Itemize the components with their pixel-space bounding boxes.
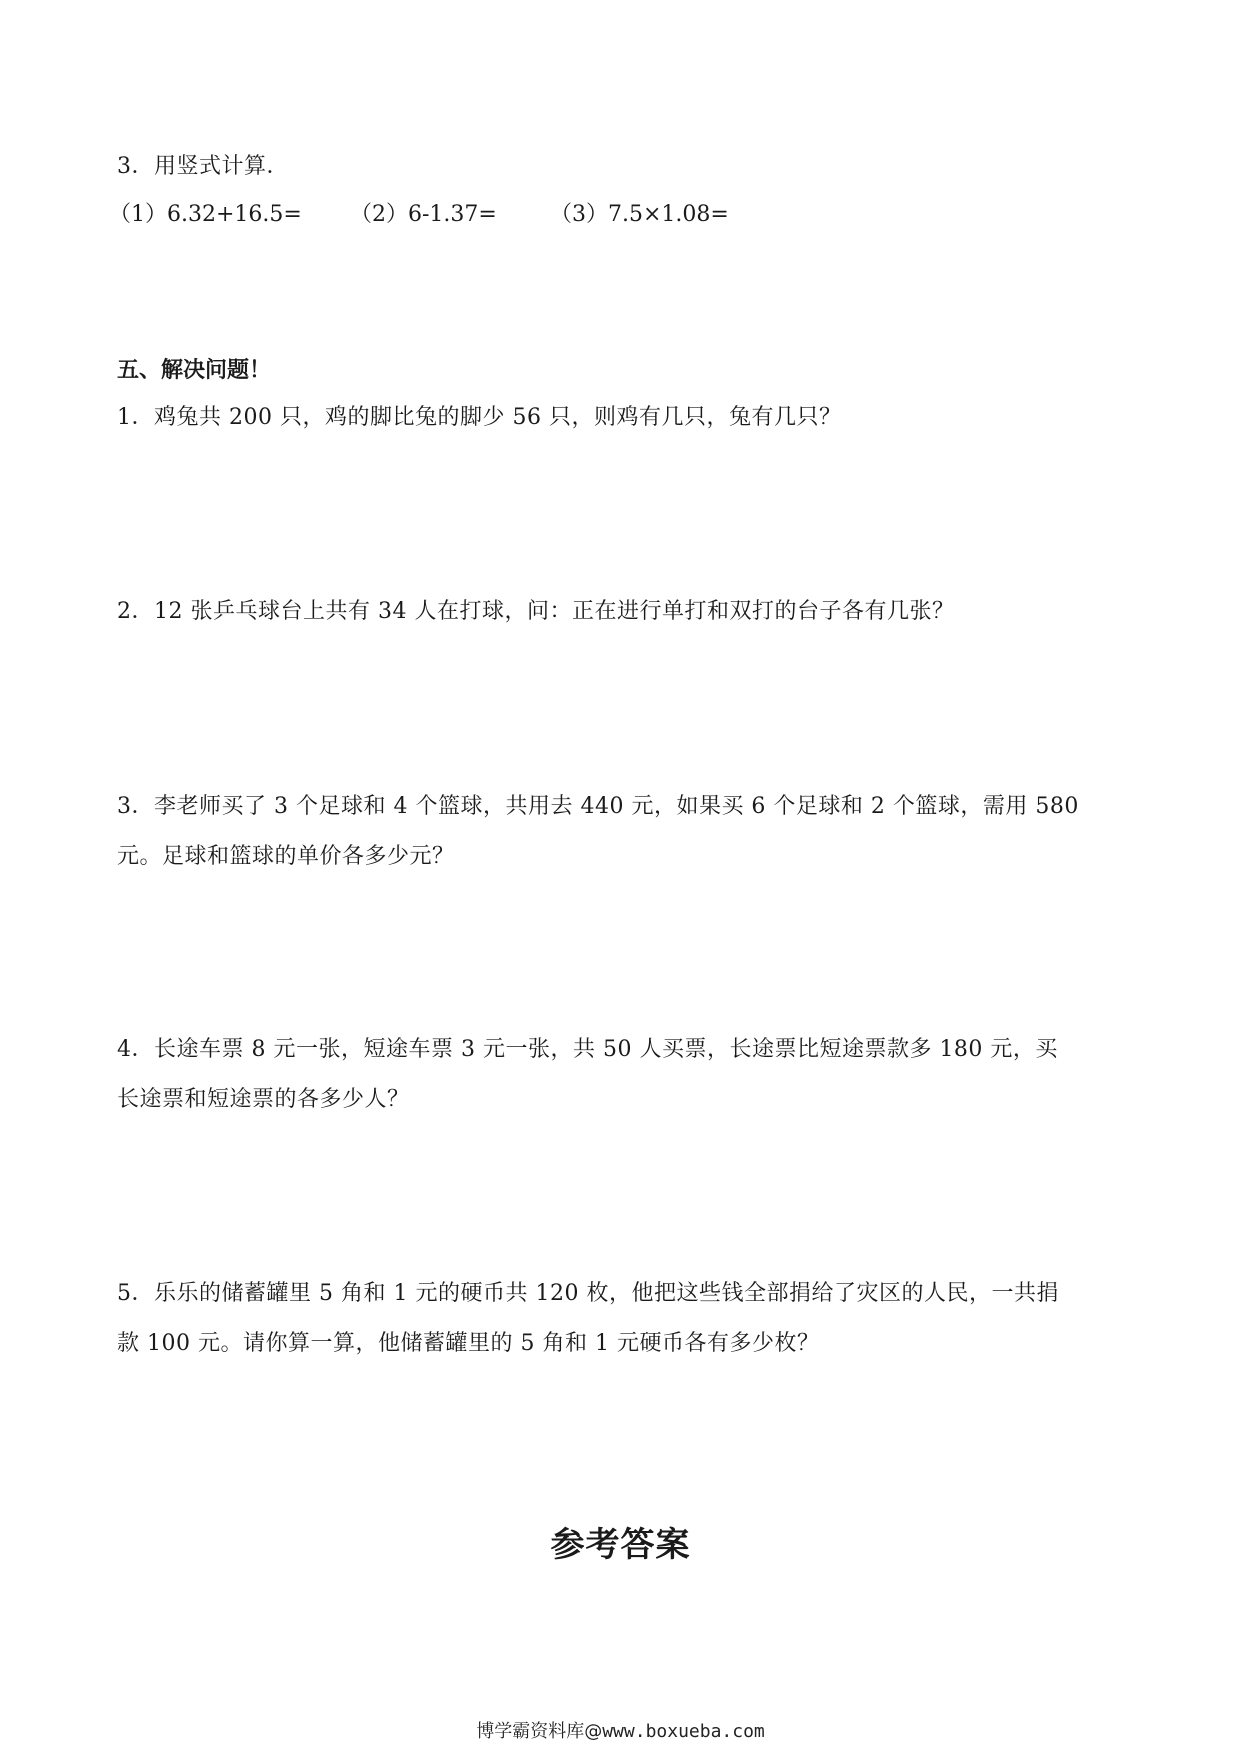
problem-5-line-1: 5．乐乐的储蓄罐里 5 角和 1 元的硬币共 120 枚，他把这些钱全部捐给了灾区的人民，一共捐: [117, 1281, 1059, 1306]
problem-4-line-2: 长途票和短途票的各多少人？: [117, 1087, 410, 1112]
problem-3-line-2: 元。足球和篮球的单价各多少元？: [117, 844, 455, 869]
footer-watermark: [0, 1720, 1241, 1744]
answers-title: 参考答案: [550, 1525, 691, 1565]
calc-question-label: 3．用竖式计算．: [117, 154, 289, 179]
calc-item-3: （3）7.5×1.08=: [550, 202, 729, 227]
section-heading: 五、解决问题！: [117, 358, 272, 383]
footer-url[interactable]: www.boxueba.com: [602, 1721, 765, 1742]
problem-1-line-1: 1．鸡兔共 200 只，鸡的脚比兔的脚少 56 只，则鸡有几只，兔有几只？: [117, 405, 842, 430]
calc-item-2: （2）6-1.37=: [350, 202, 497, 227]
problem-5-line-2: 款 100 元。请你算一算，他储蓄罐里的 5 角和 1 元硬币各有多少枚？: [117, 1331, 820, 1356]
problem-3-line-1: 3．李老师买了 3 个足球和 4 个篮球，共用去 440 元，如果买 6 个足球和 2 个篮球，需用 580: [117, 794, 1079, 819]
problem-2-line-1: 2．12 张乒乓球台上共有 34 人在打球，问：正在进行单打和双打的台子各有几张？: [117, 599, 955, 624]
calc-item-1: （1）6.32+16.5=: [109, 202, 302, 227]
problem-4-line-1: 4．长途车票 8 元一张，短途车票 3 元一张，共 50 人买票，长途票比短途票款多 180 元，买: [117, 1037, 1058, 1062]
footer-prefix: 博学霸资料库@: [476, 1721, 603, 1742]
